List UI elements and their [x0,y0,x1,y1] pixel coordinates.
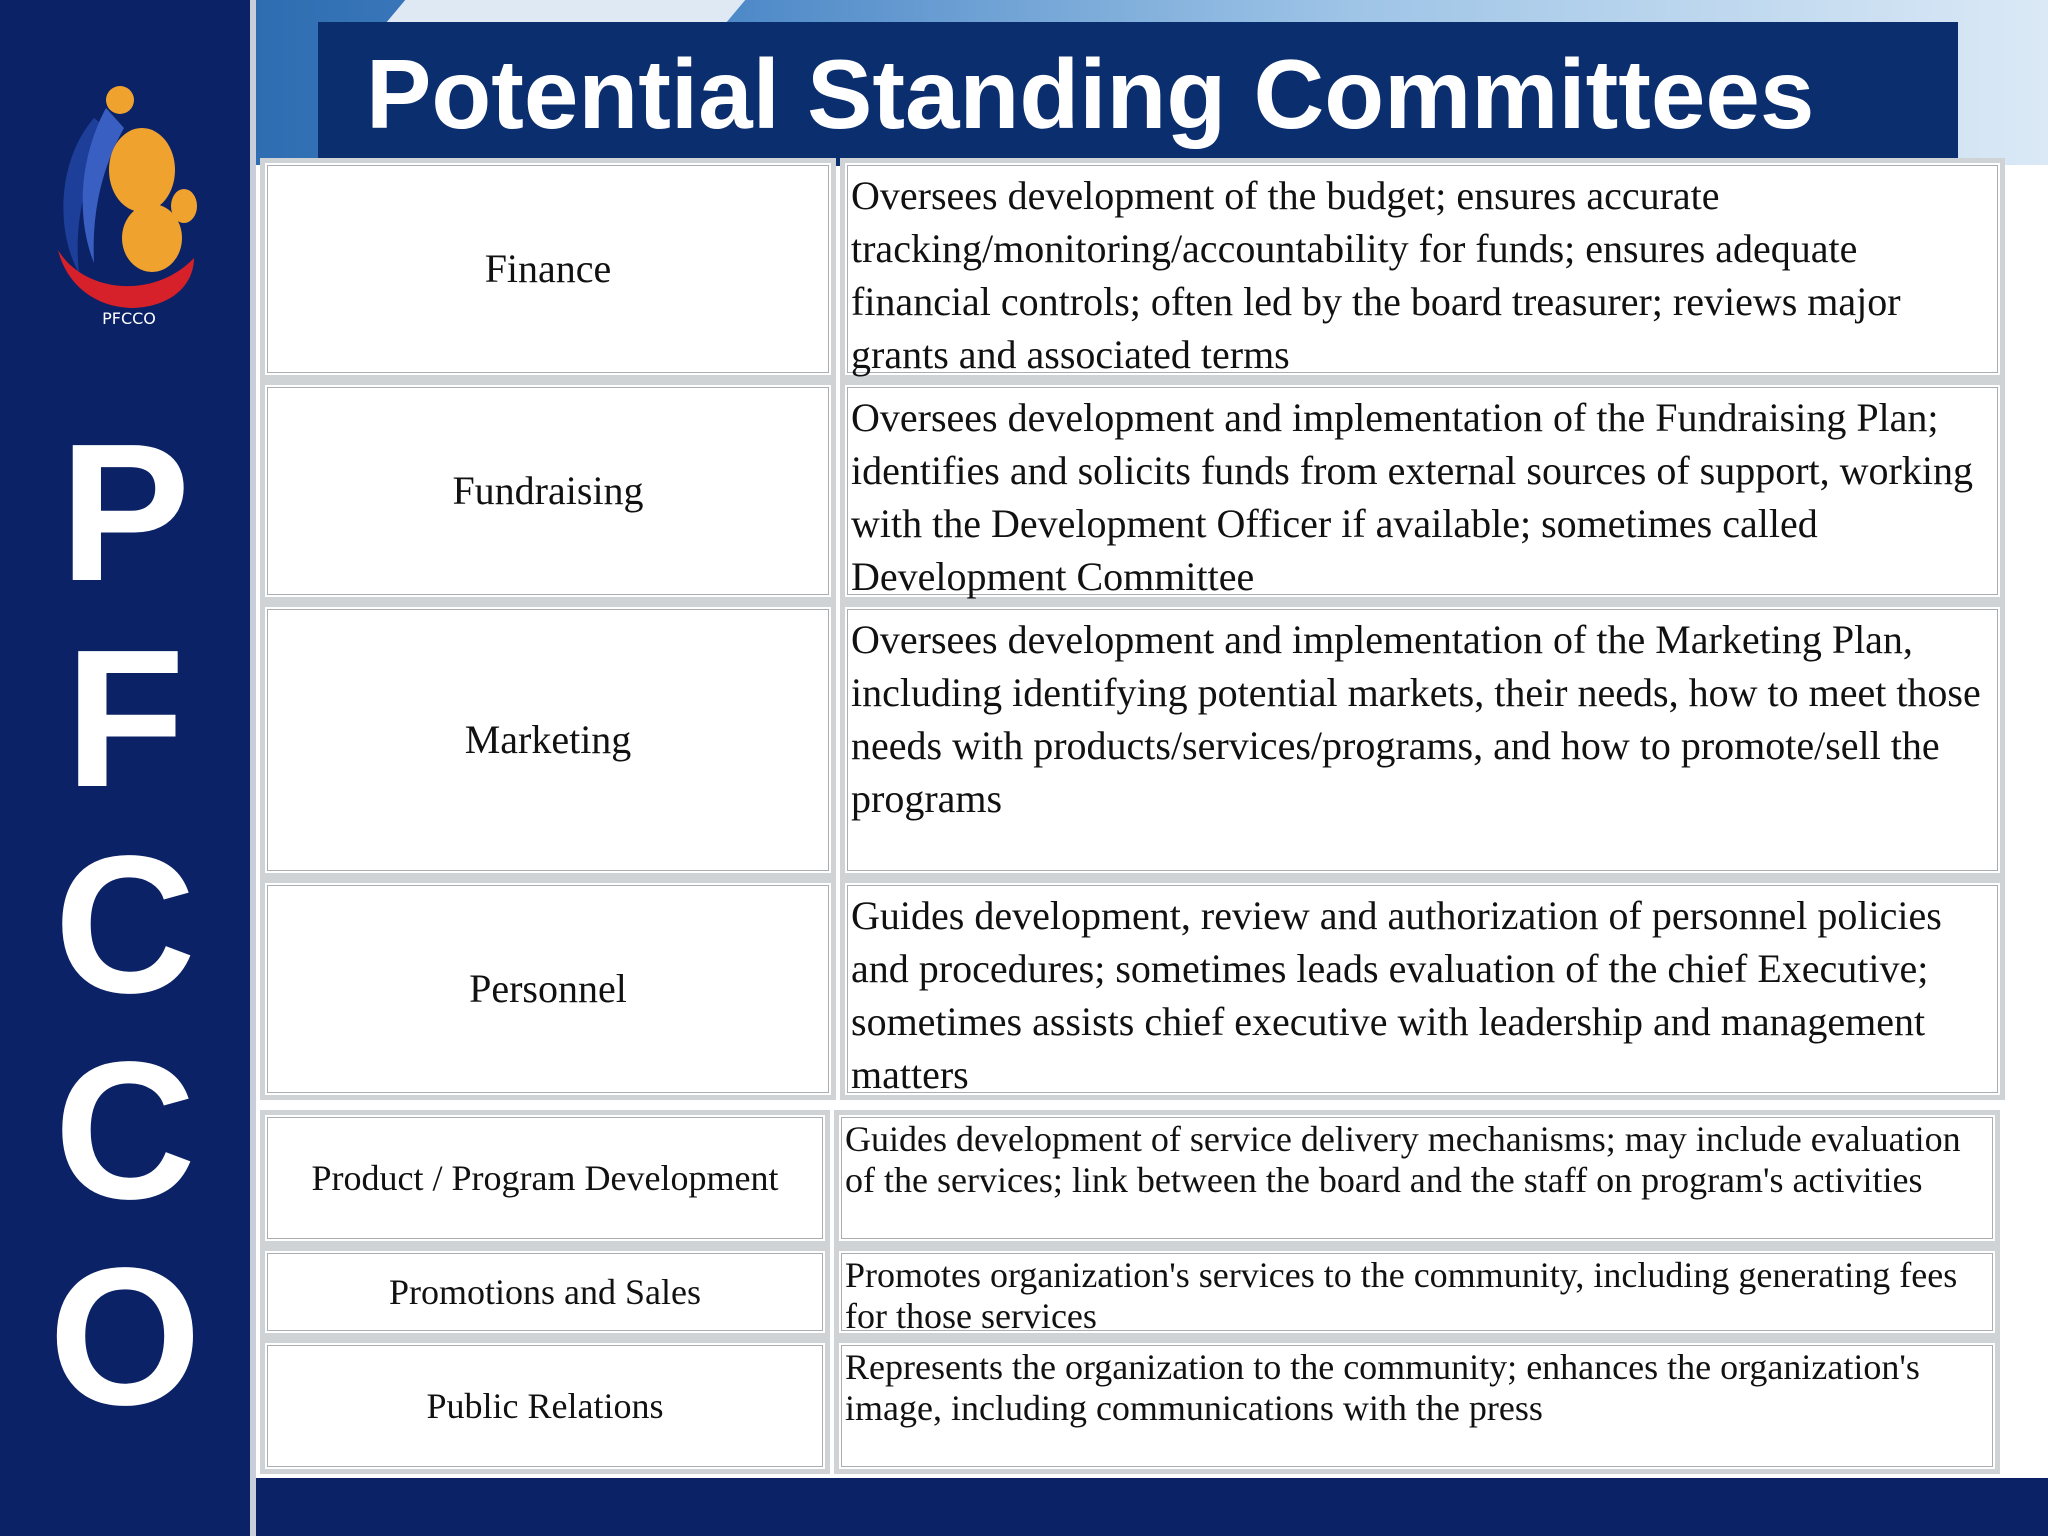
brand-letter: P [59,403,191,622]
committees-table [260,158,2010,1474]
table-row [260,1110,2010,1246]
committee-description: Promotes organization's services to the community, including generating fees for those services [834,1246,2000,1338]
committee-description: Oversees development of the budget; ensures accurate tracking/monitoring/accountability for funds; ensures adequate financial controls; often led by the board treasurer; reviews major grants and associated terms [840,158,2005,380]
committee-name: Marketing [260,602,836,878]
committee-description: Represents the organization to the community; enhances the organization's image, including communications with the press [834,1338,2000,1474]
table-row [260,158,2010,380]
table-row [260,878,2010,1100]
title-bar [318,22,1958,166]
committee-name: Fundraising [260,380,836,602]
brand-letter: F [65,609,185,828]
committee-name: Promotions and Sales [260,1246,830,1338]
brand-sidebar [0,0,256,1536]
brand-letter: C [54,1021,196,1240]
committee-name: Finance [260,158,836,380]
pfcco-logo-icon [44,78,214,328]
slide-title: Potential Standing Committees [366,39,1815,149]
table-row [260,380,2010,602]
committee-description: Oversees development and implementation of the Marketing Plan, including identifying potential markets, their needs, how to meet those needs with products/services/programs, and how to promote/sell the programs [840,602,2005,878]
committee-description: Oversees development and implementation of the Fundraising Plan; identifies and solicits funds from external sources of support, working with the Development Officer if available; sometimes called Development Committee [840,380,2005,602]
brand-letter: O [48,1227,202,1446]
table-row [260,1338,2010,1474]
committee-description: Guides development, review and authorization of personnel policies and procedures; sometimes leads evaluation of the chief Executive; sometimes assists chief executive with leadership and management matters [840,878,2005,1100]
band-notch [387,0,745,22]
brand-letters [0,403,250,1446]
committee-description: Guides development of service delivery mechanisms; may include evaluation of the services; link between the board and the staff on program's activities [834,1110,2000,1246]
committee-name: Product / Program Development [260,1110,830,1246]
committee-name: Public Relations [260,1338,830,1474]
bottom-bar [256,1478,2048,1536]
brand-letter: C [54,815,196,1034]
table-row [260,1246,2010,1338]
logo-letters: PFCCO [102,309,156,328]
table-row [260,602,2010,878]
committee-name: Personnel [260,878,836,1100]
